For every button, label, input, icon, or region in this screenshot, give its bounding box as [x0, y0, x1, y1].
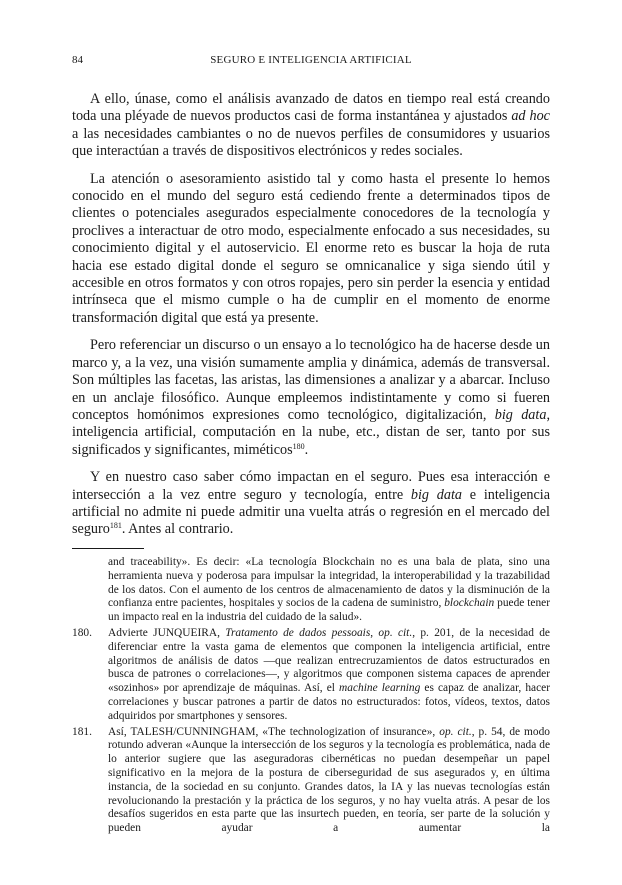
- paragraph-2: La atención o asesoramiento asistido tal y como hasta el presente lo hemos conocido en el mundo del seguro está cediendo frente a determinados tipos de clientes o potenciales asegurados especialmente conocedores de la tecnología y proclives a interactuar de otro modo, especialmente enfocado a sus necesidades, su conocimiento digital y el autoservicio. El enorme reto es buscar la hoja de ruta hacia ese estado digital donde el seguro se omnicanalice y siga siendo útil y accesible en otros formatos y con otros ropajes, pero sin perder la esencia y entidad intrínseca que el mismo cumple o ha de cumplir en el momento de enorme transformación digital que está ya presente.: [72, 170, 550, 326]
- paragraph-3: Pero referenciar un discurso o un ensayo a lo tecnológico ha de hacerse desde un marco y, a la vez, una visión sumamente amplia y dinámica, además de transversal. Son múltiples las facetas, las aristas, las dimensiones a analizar y a abarcar. Incluso en un anclaje filosófico. Aunque empleemos indistintamente y como si fueren conceptos homónimos expresiones como tecnológico, digitalización, big data, inteligencia artificial, computación en la nube, etc., distan de ser, tanto por sus significados y significantes, miméticos$^{180}$.: [72, 337, 550, 458]
- page-header: [72, 54, 550, 70]
- footnote-separator: [72, 548, 144, 549]
- footnote-number: 181.: [72, 725, 92, 738]
- footnotes: [72, 556, 550, 852]
- main-text: [72, 91, 550, 539]
- footnote-number: 180.: [72, 626, 92, 639]
- footnote-ref-181[interactable]: 181: [109, 521, 122, 531]
- paragraph-4: Y en nuestro caso saber cómo impactan en el seguro. Pues esa interacción e intersección a la vez entre seguro y tecnología, entre big data e inteligencia artificial no admite ni puede admitir una vuelta atrás o regresión en el mercado del seguro$^{181}$. Antes al contrario.: [72, 469, 550, 538]
- footnote-ref-180[interactable]: 180: [292, 441, 305, 451]
- page-number: 84: [72, 54, 83, 66]
- footnote-180: 180. Advierte JUNQUEIRA, Tratamento de dados pessoais, op. cit., p. 201, de la necesidad de diferenciar entre la vasta gama de elementos que componen la inteligencia artificial, entre algoritmos de análisis de datos —que realizan entrecruzamientos de datos estructurados en busca de patrones o correlaciones—, y algoritmos que componen sistema capaces de aprender «sozinhos» por aprendizaje de máquinas. Así, el machine learning es capaz de analizar, hacer correlaciones y buscar patrones a partir de datos no estructurados: fotos, vídeos, textos, datos adquiridos por smartphones y sensores.: [72, 626, 550, 722]
- running-title: SEGURO E INTELIGENCIA ARTIFICIAL: [210, 54, 412, 66]
- footnote-continuation: and traceability». Es decir: «La tecnología Blockchain no es una bala de plata, sino una herramienta nueva y poderosa para impulsar la integridad, la interoperabilidad y la trazabilidad de los datos. Con el aumento de los centros de almacenamiento de datos y la disminución de la confianza entre pacientes, hospitales y socios de la cadena de suministro, blockchain puede tener un impacto real en la industria del cuidado de la salud».: [108, 556, 550, 624]
- footnote-181: 181. Así, TALESH/CUNNINGHAM, «The technologization of insurance», op. cit., p. 54, de modo rotundo adveran «Aunque la intersección de los seguros y la tecnología es problemática, nada de lo anterior sugiere que las aseguradoras cibernéticas no puedan desempeñar un papel significativo en la mejora de la postura de ciberseguridad de sus asegurados y, en última instancia, de la sociedad en su conjunto. Grandes datos, la IA y las nuevas tecnologías están revolucionando la prestación y la práctica de los seguros, y no hay vuelta atrás. A pesar de los desafíos sugeridos en esta parte que las insurtech pueden, en teoría, ser parte de la solución y pueden ayudar a aumentar la: [72, 725, 550, 835]
- paragraph-1: A ello, únase, como el análisis avanzado de datos en tiempo real está creando toda una pléyade de nuevos productos casi de forma instantánea y ajustados ad hoc a las necesidades cambiantes o no de nuevos perfiles de consumidores y usuarios que interactúan a través de dispositivos electrónicos y redes sociales.: [72, 91, 550, 160]
